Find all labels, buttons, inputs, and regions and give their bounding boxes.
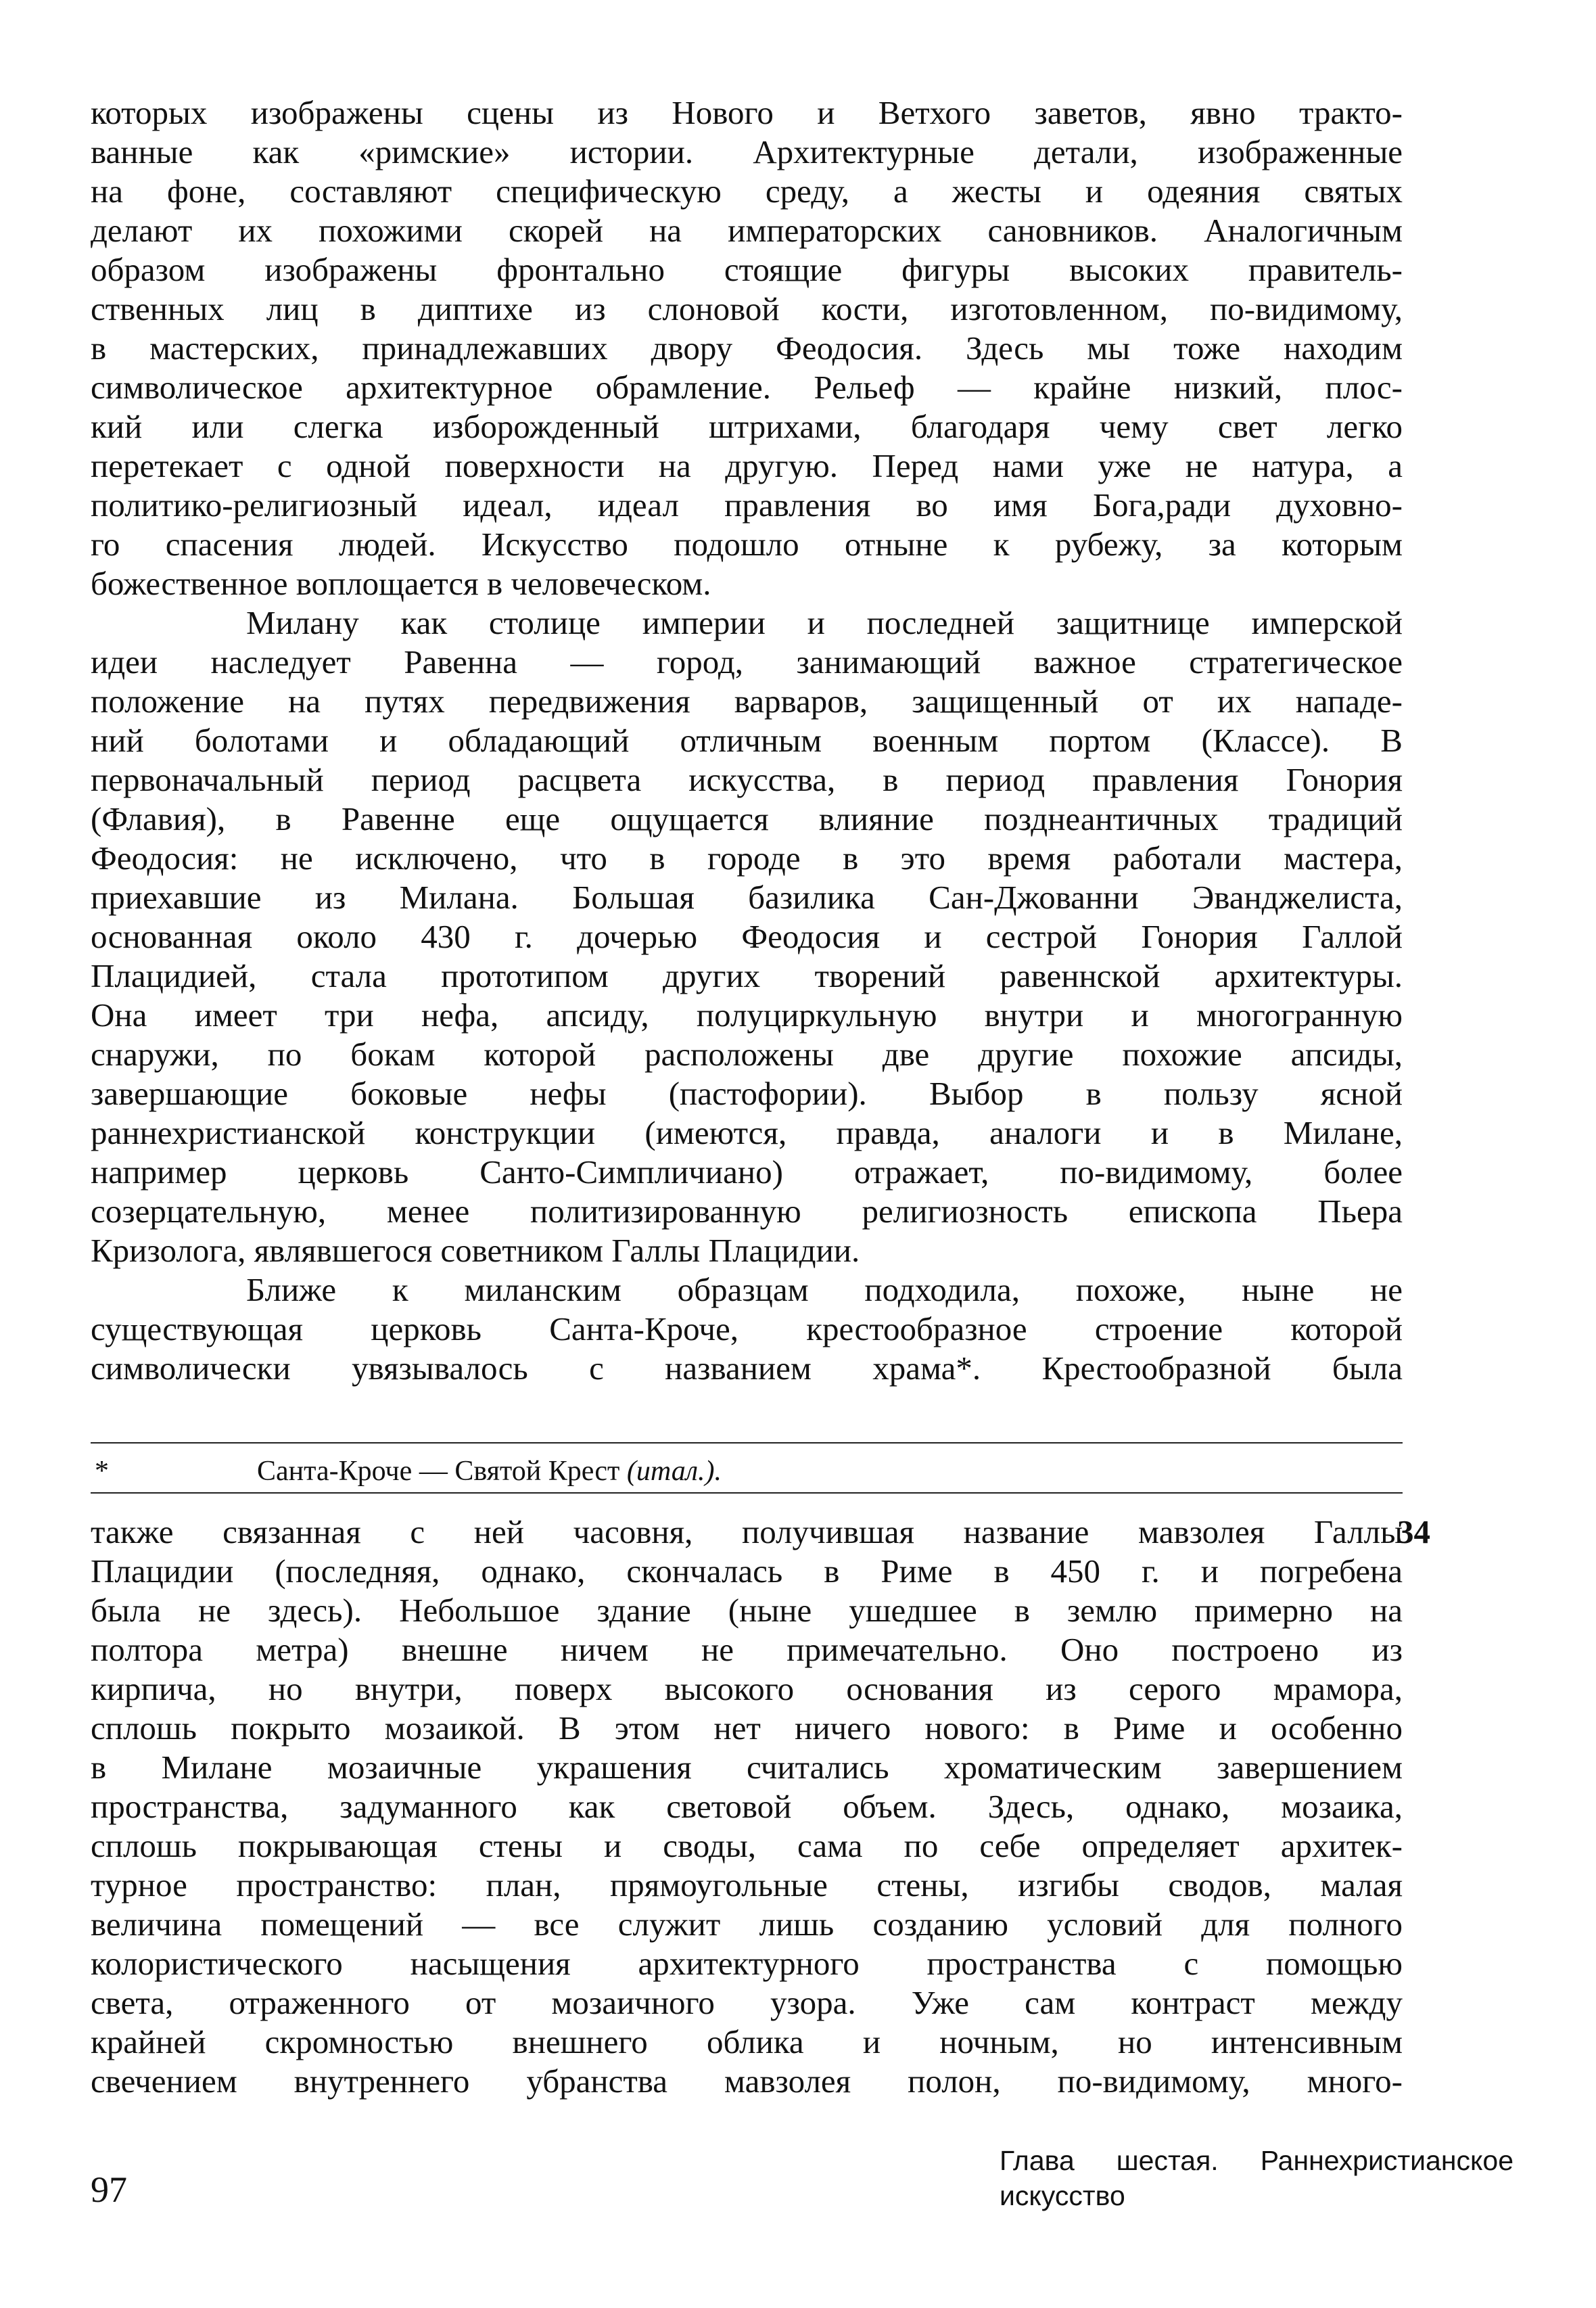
running-footer-line2: искусство <box>1000 2180 1125 2211</box>
text-line: перетекает с одной поверхности на другую. Перед нами уже не натура, а <box>91 447 1403 484</box>
text-line: была не здесь). Небольшое здание (ныне ушедшее в землю примерно на <box>91 1592 1403 1629</box>
text-line: созерцательную, менее политизированную религиозность епископа Пьера <box>91 1193 1403 1230</box>
text-line: турное пространство: план, прямоугольные стены, изгибы сводов, малая <box>91 1866 1403 1903</box>
text-line: ственных лиц в диптихе из слоновой кости, изготовленном, по-видимому, <box>91 290 1403 327</box>
text-line: Феодосия: не исключено, что в городе в это время работали мастера, <box>91 839 1403 877</box>
footnote-mark: * <box>95 1456 109 1487</box>
text-line: образом изображены фронтально стоящие фигуры высоких правитель- <box>91 251 1403 288</box>
text-line: сплошь покрыто мозаикой. В этом нет ничего нового: в Риме и особенно <box>91 1709 1403 1747</box>
text-line: снаружи, по бокам которой расположены две другие похожие апсиды, <box>91 1036 1403 1073</box>
text-line: пространства, задуманного как световой объем. Здесь, однако, мозаика, <box>91 1788 1403 1825</box>
text-line: существующая церковь Санта-Кроче, крестообразное строение которой <box>91 1310 1403 1347</box>
text-line: символически увязывалось с названием храма*. Крестообразной была <box>91 1349 1403 1387</box>
text-line: кирпича, но внутри, поверх высокого основания из серого мрамора, <box>91 1670 1403 1707</box>
footnote-italic: (итал.). <box>626 1456 722 1487</box>
text-line: например церковь Санто-Симпличиано) отражает, по-видимому, более <box>91 1153 1403 1191</box>
text-line: (Флавия), в Равенне еще ощущается влияние позднеантичных традиций <box>91 800 1403 837</box>
text-line: символическое архитектурное обрамление. Рельеф — крайне низкий, плос- <box>91 369 1403 406</box>
text-line: завершающие боковые нефы (пастофории). Выбор в пользу ясной <box>91 1075 1403 1112</box>
footnote-rule-top <box>91 1442 1403 1444</box>
paragraph-start: Милану как столице империи и последней защитнице имперской <box>246 604 1403 641</box>
paragraph-start: Ближе к миланским образцам подходила, похоже, ныне не <box>246 1271 1403 1308</box>
text-line: крайней скромностью внешнего облика и ночным, но интенсивным <box>91 2023 1403 2060</box>
text-line: Плацидии (последняя, однако, скончалась в Риме в 450 г. и погребена <box>91 1552 1403 1590</box>
text-line: колористического насыщения архитектурного пространства с помощью <box>91 1945 1403 1982</box>
text-line: в Милане мозаичные украшения считались хроматическим завершением <box>91 1749 1403 1786</box>
text-line: делают их похожими скорей на императорских сановников. Аналогичным <box>91 212 1403 249</box>
running-footer-line1: Глава шестая. Раннехристианское <box>1000 2145 1513 2176</box>
text-line: приехавшие из Милана. Большая базилика Сан-Джованни Эванджелиста, <box>91 879 1403 916</box>
footnote-text: Санта-Кроче — Святой Крест <box>257 1456 627 1487</box>
text-line: в мастерских, принадлежавших двору Феодосия. Здесь мы тоже находим <box>91 329 1403 367</box>
text-line: го спасения людей. Искусство подошло отныне к рубежу, за которым <box>91 526 1403 563</box>
text-line: кий или слегка изборожденный штрихами, благодаря чему свет легко <box>91 408 1403 445</box>
page-number: 97 <box>91 2169 127 2210</box>
text-line: политико-религиозный идеал, идеал правления во имя Бога,ради духовно- <box>91 486 1403 524</box>
text-line: ний болотами и обладающий отличным военным портом (Классе). В <box>91 722 1403 759</box>
footnote-rule-bottom <box>91 1492 1403 1494</box>
text-line: идеи наследует Равенна — город, занимающий важное стратегическое <box>91 643 1403 680</box>
text-line: божественное воплощается в человеческом. <box>91 565 711 602</box>
text-line: Кризолога, являвшегося советником Галлы Плацидии. <box>91 1232 860 1269</box>
text-line: полтора метра) внешне ничем не примечательно. Оно построено из <box>91 1631 1403 1668</box>
text-line: Она имеет три нефа, апсиду, полуциркульную внутри и многогранную <box>91 996 1403 1034</box>
text-line: Плацидией, стала прототипом других творений равеннской архитектуры. <box>91 957 1403 994</box>
text-line: свечением внутреннего убранства мавзолея полон, по-видимому, много- <box>91 2062 1403 2100</box>
text-line: ванные как «римские» истории. Архитектурные детали, изображенные <box>91 133 1403 170</box>
text-line: света, отраженного от мозаичного узора. Уже сам контраст между <box>91 1984 1403 2021</box>
margin-figure-ref: 34 <box>1397 1513 1430 1550</box>
text-line: которых изображены сцены из Нового и Ветхого заветов, явно тракто- <box>91 94 1403 131</box>
running-footer <box>1000 2143 1513 2213</box>
text-line: первоначальный период расцвета искусства, в период правления Гонория <box>91 761 1403 798</box>
text-line: на фоне, составляют специфическую среду, а жесты и одеяния святых <box>91 172 1403 210</box>
text-line: также связанная с ней часовня, получившая название мавзолея Галлы <box>91 1513 1403 1550</box>
footnote <box>91 1454 1403 1488</box>
text-line: положение на путях передвижения варваров, защищенный от их нападе- <box>91 683 1403 720</box>
text-line: раннехристианской конструкции (имеются, правда, аналоги и в Милане, <box>91 1114 1403 1151</box>
text-line: основанная около 430 г. дочерью Феодосия и сестрой Гонория Галлой <box>91 918 1403 955</box>
text-line: сплошь покрывающая стены и своды, сама по себе определяет архитек- <box>91 1827 1403 1864</box>
text-line: величина помещений — все служит лишь созданию условий для полного <box>91 1906 1403 1943</box>
